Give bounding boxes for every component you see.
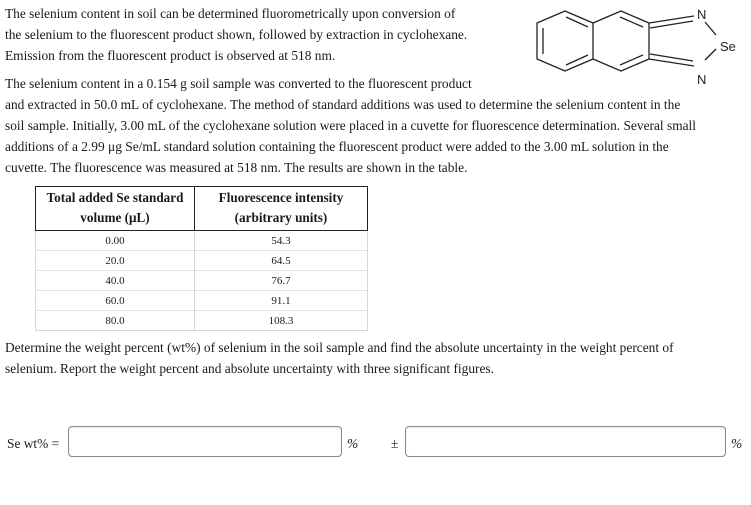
question-paragraph [5,337,747,379]
plus-minus-sign: ± [391,436,399,451]
wt-percent-unit: % [347,436,359,451]
fluorescence-cell: 91.1 [195,291,368,311]
question-line: Determine the weight percent (wt%) of selenium in the soil sample and find the absolute uncertainty in the weight percent of [5,340,674,355]
uncertainty-unit: % [731,436,743,451]
intro-line: the selenium to the fluorescent product shown, followed by extraction in cyclohexane. [5,27,468,42]
procedure-paragraph [5,73,747,178]
question-line: selenium. Report the weight percent and absolute uncertainty with three significant figures. [5,361,494,376]
table-header-row [36,187,368,231]
procedure-line: additions of a 2.99 μg Se/mL standard solution containing the fluorescent product were added to the 3.00 mL solution in the [5,139,669,154]
se-wt-percent-label: Se wt% = [7,436,60,451]
nitrogen-top-label: N [697,7,707,22]
volume-cell: 80.0 [36,311,195,331]
left-ring [537,11,593,71]
table-row [36,251,368,271]
table-row [36,291,368,311]
fluorescence-cell: 54.3 [195,231,368,251]
volume-cell: 60.0 [36,291,195,311]
intro-line: The selenium content in soil can be determined fluorometrically upon conversion of [5,6,456,21]
intro-line: Emission from the fluorescent product is observed at 518 nm. [5,48,336,63]
nitrogen-bottom-label: N [697,72,707,87]
volume-cell: 0.00 [36,231,195,251]
uncertainty-input[interactable] [405,426,726,457]
procedure-line: The selenium content in a 0.154 g soil sample was converted to the fluorescent product [5,76,472,91]
fluorescence-cell: 76.7 [195,271,368,291]
se-wt-percent-input[interactable] [68,426,342,457]
volume-cell: 20.0 [36,251,195,271]
intro-paragraph [5,3,505,66]
procedure-line: cuvette. The fluorescence was measured at 518 nm. The results are shown in the table. [5,160,468,175]
middle-ring [593,11,649,71]
selenium-label: Se [720,39,736,54]
table-row [36,311,368,331]
standard-additions-table [35,186,368,331]
fluorescence-column-header: Fluorescence intensity (arbitrary units) [195,187,368,231]
procedure-line: and extracted in 50.0 mL of cyclohexane. The method of standard additions was used to determine the selenium content in the [5,97,681,112]
table-row [36,231,368,251]
volume-column-header: Total added Se standard volume (μL) [36,187,195,231]
table-row [36,271,368,291]
volume-cell: 40.0 [36,271,195,291]
fluorescence-cell: 64.5 [195,251,368,271]
procedure-line: soil sample. Initially, 3.00 mL of the cyclohexane solution were placed in a cuvette for fluorescence determination. Several small [5,118,696,133]
fluorescence-cell: 108.3 [195,311,368,331]
